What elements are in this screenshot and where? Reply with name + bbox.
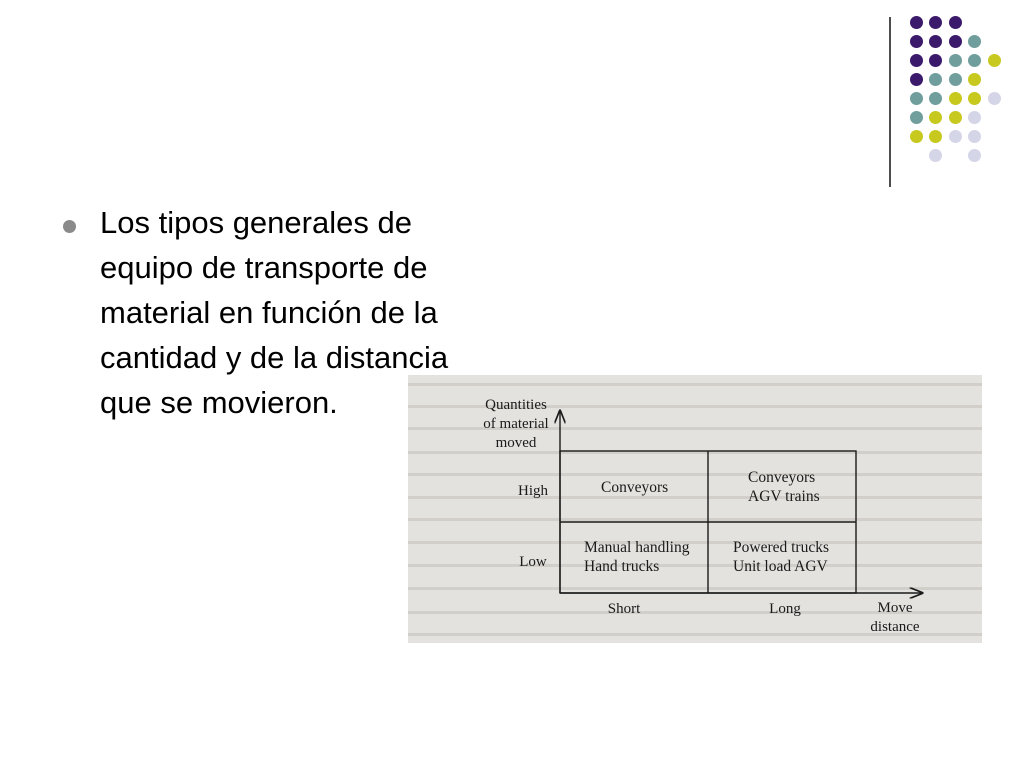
y-axis-label-line: of material (483, 416, 549, 432)
decor-dot (929, 92, 942, 105)
decor-dot (929, 130, 942, 143)
y-axis-label-line: Quantities (485, 397, 547, 413)
bullet-icon (63, 220, 76, 233)
decor-dot (910, 35, 923, 48)
decor-dot (949, 54, 962, 67)
decor-dot (929, 16, 942, 29)
decor-dot (968, 73, 981, 86)
cell-line: AGV trains (748, 488, 820, 505)
column-label-short: Short (607, 601, 641, 617)
decor-dot (968, 111, 981, 124)
cell-line: Hand trucks (584, 558, 660, 575)
decor-dot (910, 54, 923, 67)
decor-dot (929, 35, 942, 48)
x-axis-label-line: Move (877, 600, 913, 616)
row-label-low: Low (519, 554, 547, 570)
decor-dot (910, 130, 923, 143)
decor-dot (929, 111, 942, 124)
cell-line: Powered trucks (733, 539, 829, 556)
y-axis-label (476, 396, 556, 453)
decor-dot (910, 73, 923, 86)
decor-dot (949, 35, 962, 48)
decor-dot (929, 73, 942, 86)
cell-line: Manual handling (584, 539, 690, 556)
cell-line: Conveyors (748, 469, 816, 486)
y-axis-label-line: moved (495, 435, 537, 451)
decorative-dot-grid (900, 8, 1010, 168)
decor-dot (968, 130, 981, 143)
decor-dot (949, 130, 962, 143)
decor-dot (949, 16, 962, 29)
decor-dot (910, 16, 923, 29)
decor-dot (949, 92, 962, 105)
bullet-text: Los tipos generales de equipo de transporte de material en función de la cantidad y de la distancia que se movieron. (100, 205, 449, 420)
decor-dot (949, 111, 962, 124)
x-axis-label (860, 599, 930, 637)
decor-dot (949, 73, 962, 86)
decor-dot (988, 92, 1001, 105)
decor-dot (968, 35, 981, 48)
cell-low-long (733, 538, 829, 576)
row-label-high: High (518, 483, 548, 499)
decor-dot (910, 92, 923, 105)
decor-dot (988, 54, 1001, 67)
cell-line: Conveyors (601, 479, 669, 496)
decor-dot (968, 54, 981, 67)
decor-dot (929, 54, 942, 67)
decor-dot (910, 111, 923, 124)
decor-dot (929, 149, 942, 162)
x-axis-label-line: distance (870, 619, 920, 635)
decor-dot (968, 149, 981, 162)
decorative-divider (889, 17, 891, 187)
column-label-long: Long (769, 601, 801, 617)
decor-dot (968, 92, 981, 105)
cell-low-short (584, 538, 689, 576)
material-handling-diagram (408, 375, 982, 643)
cell-line: Unit load AGV (733, 558, 828, 575)
cell-high-long (748, 468, 820, 506)
cell-high-short (601, 478, 668, 497)
